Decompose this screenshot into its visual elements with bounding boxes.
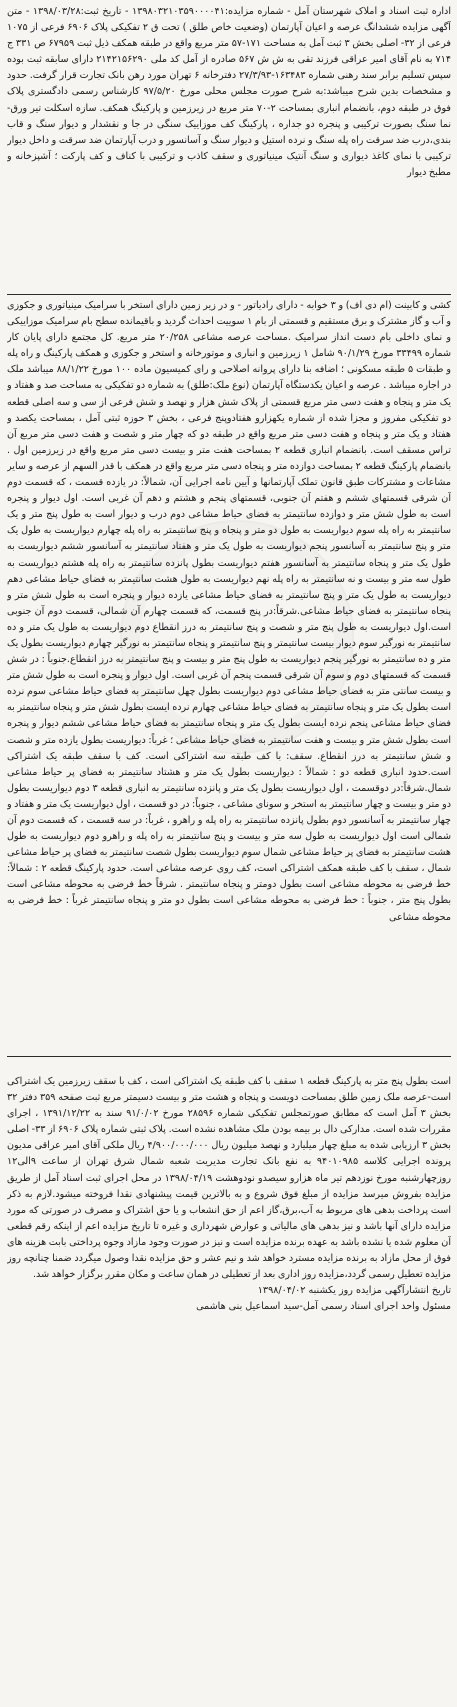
property-description-intro: ششدانگ عرصه و اعیان آپارتمان (وضعیت خاص طلق ) تحت ق ۲ تفکیکی پلاک ۶۹۰۶ فرعی از ۱۰۷۵ فرعی از ۳۲- اصلی بخش ۳ ثبت آمل به مساحت ۱۷۱-۵۷ متر مربع واقع در طبقه همکف ذیل ثبت ۶۷۹۵۹ ص ۳۳۱ ج ۷۱۴ به نام آقای امیر عراقی فرزند تقی به ش ش ۵۶۷ صادره از آمل کد ملی ۲۱۴۲۱۵۶۲۹۰ دارای سابقه ثبت بوده سپس تسلیم برابر سند رهنی شماره ۱۶۳۴۸۳-۲۷/۳/۹۳ دفترخانه ۶ تهران مورد رهن بانک تجارت قرار گرفت. حدود و مشخصات بدین شرح میباشد:به شرح صورت مجلس محلی مورخ ۹۷/۵/۲۰ کارشناس رسمی دادگستری پلاک فوق در طبقه دوم، بانضمام انباری بمساحت ۲-۷۰ متر مربع در زیرزمین و پارکینگ همکف. سازه اسکلت تیر ورق-نما سنگ بصورت ترکیبی و پنجره دو جداره ، پارکینگ کف موزاییک سنگی در جا و نقشدار و دیوار سنگ و قاب بندی،درب ضد سرقت راه پله سنگ و نرده استیل و دیوار سنگ و آسانسور و درب آپارتمان ضد سرقت و داخل دیوار ترکیبی با نمای کاغذ دیواری و سنگ آنتیک مینیاتوری و سقف کاذب و ترکیبی با کناف و کف پارکت ؛ آشپزخانه و مطبخ دیوار [7,22,451,178]
signature-line: مسئول واحد اجرای اسناد رسمی آمل-سید اسماعیل بنی هاشمی [196,1301,451,1313]
property-boundaries-section [7,298,451,1054]
publish-date: تاریخ انتشارآگهی مزایده روز یکشنبه ۱۳۹۸/۰۴/۰۲ [257,1285,451,1297]
property-boundaries-text: کشی و کابینت (ام دی اف) و ۳ خوابه - دارای رادیاتور - و در زیر زمین دارای استخر با سرامیک مینیاتوری و جکوزی و آب و گاز مشترک و برق مستقیم و قسمتی از بام ۱ سوییت احداث گردید و باقیمانده سطح بام سرامیک موزاییکی و نمای داخلی بام دست انداز سرامیک .مساحت عرصه مشاعی ۲۰/۲۵۸ متر مربع. کل مجتمع دارای پایان کار شماره ۳۳۴۹۹ مورخ ۹۰/۱/۲۹ شامل ۱ زیرزمین و انباری و موتورخانه و استخر و جکوزی و همکف پارکینگ و راه پله و طبقات ۵ طبقه مسکونی ؛ اضافه بنا دارای پروانه اصلاحی و رای کمیسیون ماده ۱۰۰ مورخ ۸۸/۱/۲۲ میباشد ملک در اجاره میباشد . عرصه و اعیان یکدستگاه آپارتمان (نوع ملک:طلق) به شماره دو تفکیکی به مساحت صد و هفتاد و یک متر و پنجاه و هفت دسی متر مربع قسمتی از پلاک شش هزار و نهصد و شش فرعی از سی و سه اصلی قطعه دو تفکیکی مفروز و مجزا شده از شماره یکهزارو هفتادوپنج فرعی ، بخش ۳ حوزه ثبتی آمل ، بمساحت یکصد و هفتاد و یک متر و پنجاه و هفت دسی متر مربع واقع در طبقه دو که چهار متر و شصت و هفت دسی متر مربع آن تراس مسقف است. بانضمام انباری قطعه ۲ بمساحت هفت متر و بیست دسی متر مربع واقع در زیرزمین اول . بانضمام پارکینگ قطعه ۲ بمساحت دوازده متر و پنجاه دسی متر مربع واقع در همکف با قدر السهم از عرصه و سایر مشاعات و مشترکات طبق قانون تملک آپارتمانها و آیین نامه اجرایی آن، شمالاً: در یازده قسمت ، که قسمت دوم آن شرقی قسمتهای ششم و هفتم آن جنوبی، قسمتهای پنجم و هشتم و دهم آن غربی است. اول دیوار و پنجره است به طول شش متر و دوازده سانتیمتر به فضای حیاط مشاعی دوم درب و دیوار است به طول پنج متر و یک سانتیمتر به راه پله سوم دیواریست به طول دو متر و پنجاه و پنج سانتیمتر به راه پله چهارم دیواریست به طول یک متر و پنج سانتیمتر به آسانسور پنجم دیواریست به طول یک متر و هفتاد سانتیمتر به آسانسور ششم دیواریست به طول یک متر و پنجاه سانتیمتر به آسانسور هفتم دیواریست بطول پانزده سانتیمتر به راه پله هشتم دیواریست به طول سه متر و بیست و نه سانتیمتر به راه پله نهم دیواریست به طول هشت سانتیمتر به فضای حیاط مشاعی دهم دیواریست به طول یک متر و پنج سانتیمتر به فضای حیاط مشاعی یازده دیوار و پنجره است به طول شش متر و پنجاه سانتیمتر به فضای حیاط مشاعی.شرقاً:در پنج قسمت، که قسمت چهارم آن شمالی، قسمت دوم آن جنوبی است.اول دیواریست به طول پنج متر و شصت و پنج سانتیمتر به درز انقطاع دوم دیواریست به طول یک متر و ده سانتیمتر به نورگیر سوم دیوار بیست سانتیمتر و پنج سانتیمتر و پنجاه سانتیمتر به نورگیر چهارم دیواریست بطول یک متر و ده سانتیمتر به نورگیر پنجم دیواریست به طول پنج متر و بیست و پنج سانتیمتر به درز انقطاع.جنوباً : در شش قسمت که قسمتهای دوم و سوم آن شرقی قسمت پنجم آن غربی است. اول دیوار و پنجره است به طول شش متر و بیست سانتی متر به فضای حیاط مشاعی دوم دیواریست بطول چهل سانتیمتر به فضای حیاط مشاعی سوم نرده است بطول یک متر و پنجاه سانتیمتر به فضای حیاط مشاعی چهارم نرده ایست بطول شش متر و پنجاه سانتیمتر به فضای حیاط مشاعی پنجم نرده ایست بطول یک متر و پنجاه سانتیمتر به فضای حیاط مشاعی ششم دیوار و پنجره است بطول شش متر و بیست و هفت سانتیمتر به فضای حیاط مشاعی ؛ غرباً: دیواریست بطول یازده متر و شصت و شش سانتیمتر به درز انقطاع. سقف: با کف طبقه سه اشتراکی است. کف با سقف طبقه یک اشتراکی است.حدود انباری قطعه دو : شمالاً : دیواریست بطول یک متر و هشتاد سانتیمتر به فضای پر حیاط مشاعی شمال.شرقاً:در دوقسمت ، اول دیواریست بطول یک متر و پانزده سانتیمتر به انباری قطعه ۳ دوم دیواریست بطول دو متر و بیست و چهار سانتیمتر به استخر و سونای مشاعی ، جنوباً: در دو قسمت ، اول دیواریست یک متر و هفتاد و چهار سانتیمتر به آسانسور دوم بطول پانزده سانتیمتر به راه پله و راهرو ، غرباً: در سه قسمت ، که قسمت دوم آن شمالی است اول دیواریست به طول سه متر و بیست و پنج سانتیمتر به راه پله و راهرو دوم دیواریست به طول هشت سانتیمتر به فضای پر حیاط مشاعی شمال سوم دیواریست بطول شصت سانتیمتر به فضای پر حیاط مشاعی شمال ، سقف با کف طبقه همکف اشتراکی است، کف روی عرصه مشاعی است. حدود پارکینگ قطعه ۲ : شمالاً: خط فرضی به محوطه مشاعی است بطول دومتر و پنجاه سانتیمتر . شرقاً خط فرضی به محوطه مشاعی است بطول پنج متر ، جنوباً : خط فرضی به محوطه مشاعی است بطول دو متر و پنجاه سانتیمتر غرباً : خط فرضی به محوطه مشاعی [7,300,451,923]
notice-header-section [7,4,451,292]
auction-terms-section [7,1074,451,1692]
section-gap [7,1060,451,1074]
notice-header-paragraph [7,4,451,181]
notice-title: اداره ثبت اسناد و املاک شهرستان آمل - شماره مزایده:۱۳۹۸۰۳۲۱۰۳۵۹۰۰۰۰۴۱ - تاریخ ثبت:۱۳۹۸/۰۳/۲۸ - متن آگهی مزایده [7,6,451,34]
auction-terms-text: است بطول پنج متر به پارکینگ قطعه ۱ سقف با کف طبقه یک اشتراکی است ، کف با سقف زیرزمین یک اشتراکی است-عرصه ملک زمین طلق بمساحت دویست و پنجاه و هشت متر و بیست دسیمتر مربع ثبت صفحه ۳۵۹ دفتر ۳۲ بخش ۳ آمل است که مطابق صورتمجلس تفکیکی شماره ۲۸۵۹۶ مورخ ۹۱/۰/۰۲ سند به ۱۳۹۱/۱۲/۲۲ ، اجرای مقررات شده است. مدارکی دال بر بیمه بودن ملک مشاهده نشده است. پلاک ثبتی شماره پلاک ۶۹۰۶ از ۳۳- اصلی بخش ۳ ارزیابی شده به مبلغ چهار میلیارد و نهصد میلیون ریال ۴/۹۰۰/۰۰۰/۰۰۰ ریال ملکی آقای امیر عراقی مدیون پرونده اجرایی کلاسه ۹۴۰۱۰۹۸۵ به نفع بانک تجارت مدیریت شعبه شمال شرق تهران از ساعت ۹الی۱۲ روزچهارشنبه مورخ نوزدهم تیر ماه هزارو سیصدو نودوهشت ۱۳۹۸/۰۴/۱۹ در محل اجرای ثبت اسناد آمل از طریق مزایده بفروش میرسد مزایده از مبلغ فوق شروع و به بالاترین قیمت پیشنهادی نقدا فروخته میشود.لازم به ذکر است پرداخت بدهی های مربوط به آب،برق،گاز اعم از حق انشعاب و یا حق اشتراک و مصرف در صورتی که مورد مزایده دارای آنها باشد و نیز بدهی های مالیاتی و عوارض شهرداری و غیره تا تاریخ مزایده اعم از اینکه رقم قطعی آن معلوم شده یا نشده باشد به عهده برنده مزایده است و نیز در صورت وجود مازاد وجوه پرداختی بابت هزینه های فوق از محل مازاد به برنده مزایده مسترد خواهد شد و نیم عشر و حق مزایده نقدا وصول میگردد ضمنا چنانچه روز مزایده تعطیل رسمی گردد،مزایده روز اداری بعد از تعطیلی در همان ساعت و مکان مقرر برگزار خواهد شد. [7,1076,451,1281]
section-divider-top [7,294,451,295]
section-divider-bottom [7,1056,451,1057]
